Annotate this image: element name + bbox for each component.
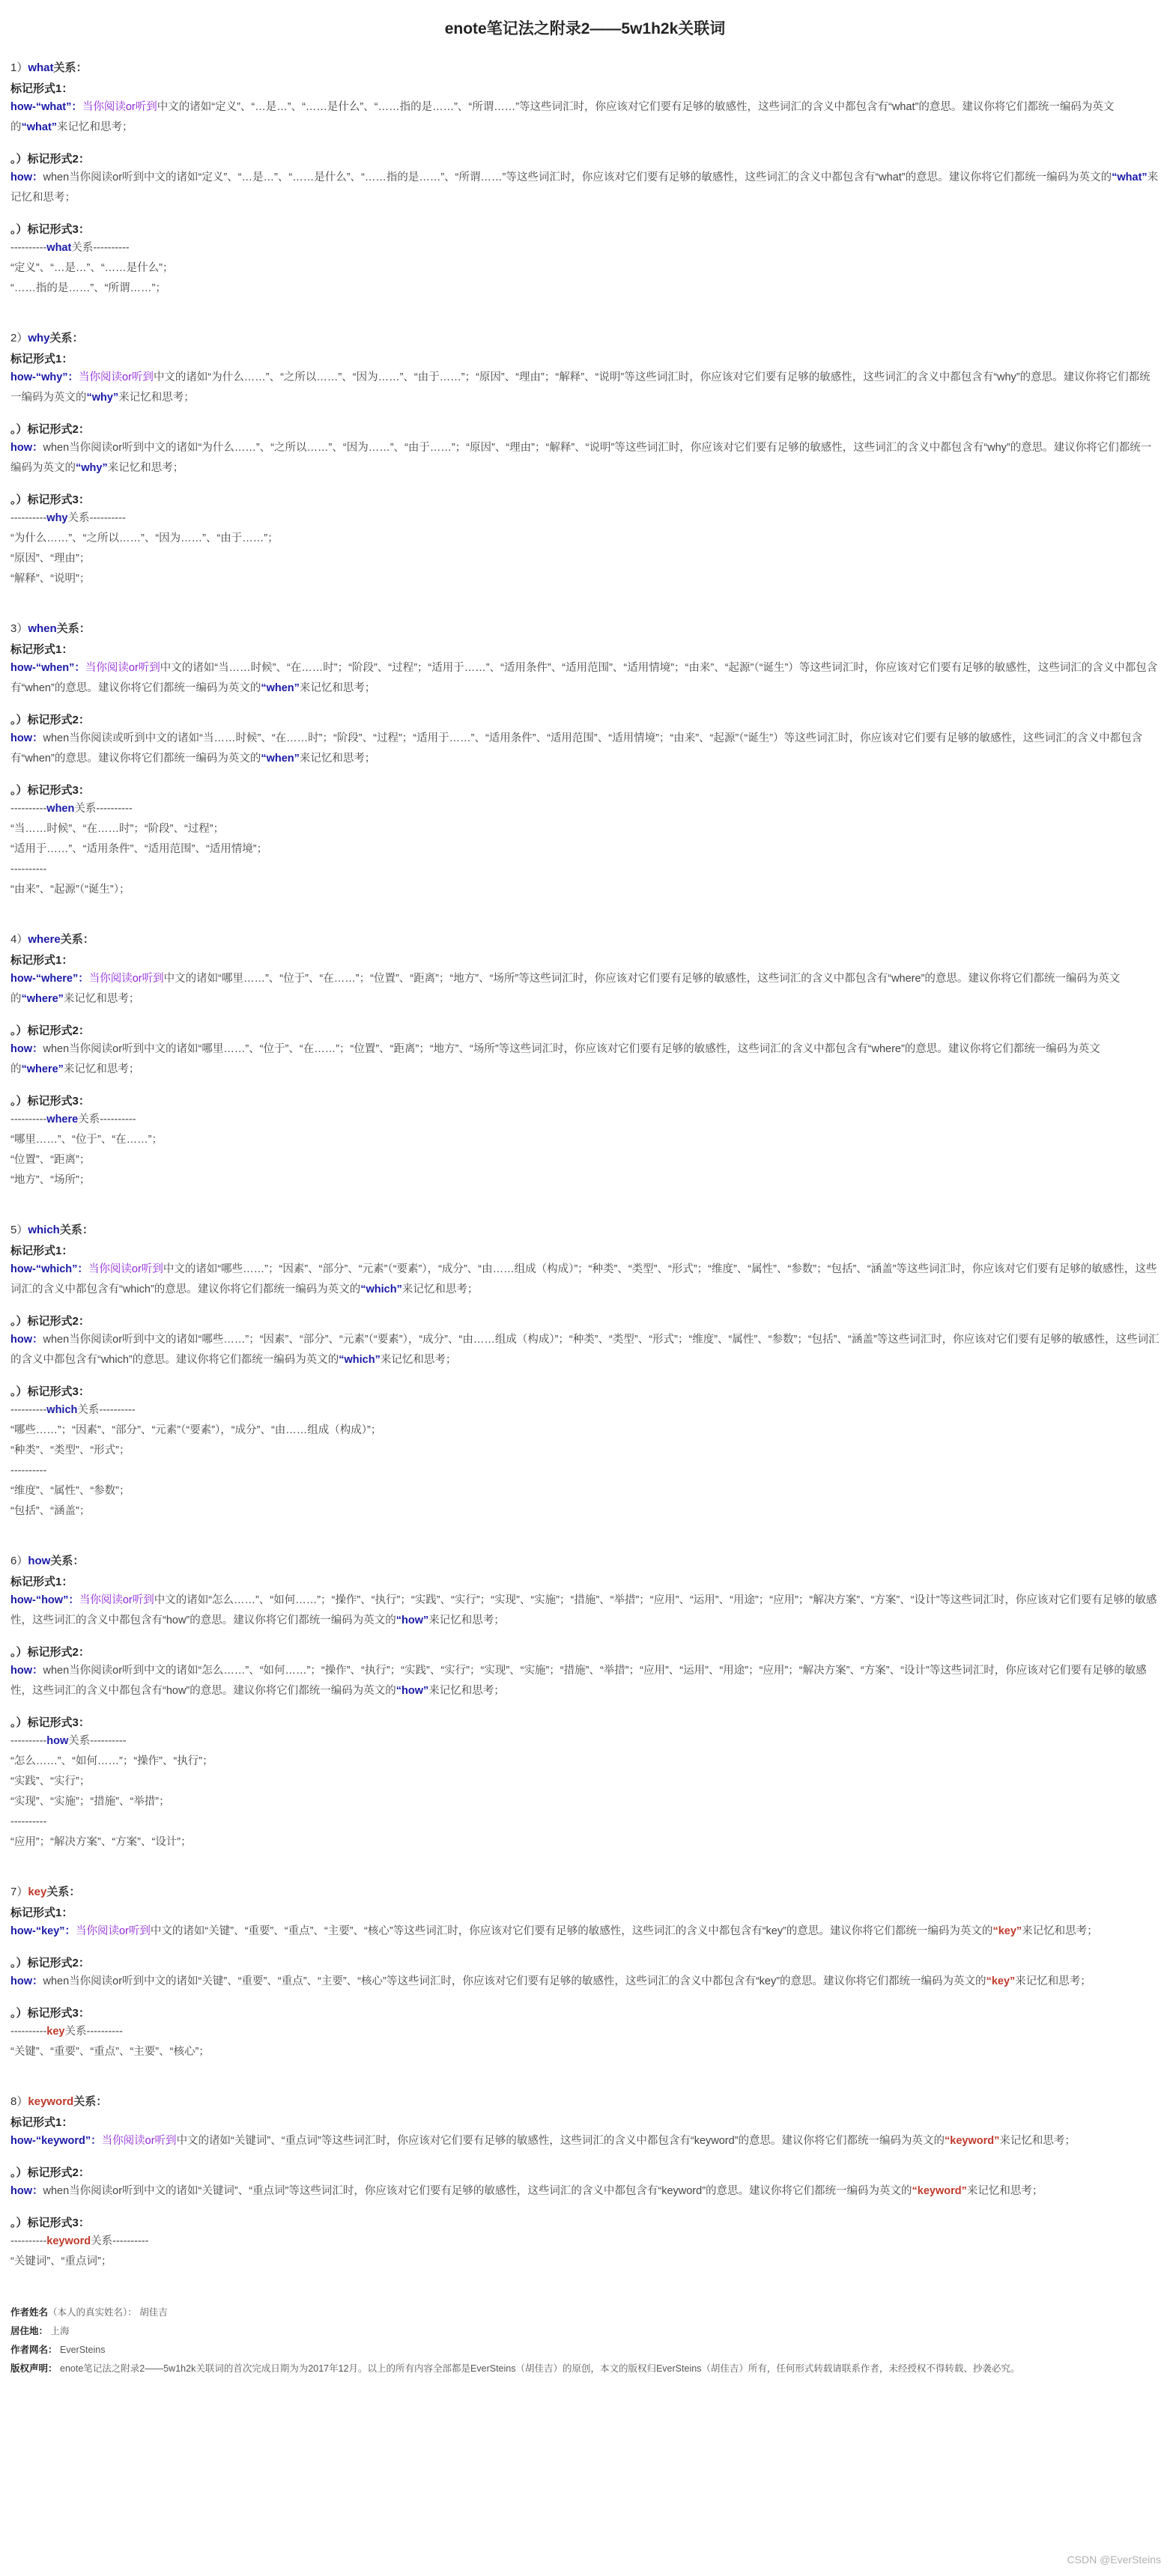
- author-screen-label: 作者网名：: [10, 2345, 58, 2355]
- form1-block: [10, 642, 1160, 699]
- form2-lead: how：: [10, 171, 43, 183]
- form2-block: [10, 2165, 1160, 2202]
- form3-line: “定义”、“…是…”、“……是什么”；: [10, 262, 174, 274]
- form2-block: [10, 151, 1160, 208]
- form3-label: 。）标记形式3：: [10, 493, 90, 506]
- author-name-row: [10, 2303, 1160, 2322]
- form3-separator: [10, 2022, 1160, 2042]
- section-where: [10, 932, 1160, 1191]
- form1-text: 中文的诸如“哪些……”；“因素”、“部分”、“元素”（“要素”），“成分”、“由……组成（构成）”；“种类”、“类型”、“形式”；“维度”、“属性”、“参数”；“包括”、“涵盖”等这些词汇时，你应该对它们要有足够的敏感性，这些词汇的含义中都包含有“which”的意思。建议你将它们都统一编码为英文的: [10, 1263, 1157, 1295]
- sections-container: [10, 60, 1160, 2272]
- form2-paragraph: [10, 1972, 1160, 1992]
- form3-block: [10, 1093, 1160, 1191]
- section-heading-tail: 关系：: [49, 332, 84, 344]
- form1-end: 来记忆和思考；: [118, 392, 195, 404]
- form2-text: when当你阅读or听到中文的诸如“关键”、“重要”、“重点”、“主要”、“核心”等这些词汇时，你应该对它们要有足够的敏感性，这些词汇的含义中都包含有“key”的意思。建议你将它们都统一编码为英文的: [43, 1975, 986, 1987]
- section-keyword: what: [28, 61, 54, 74]
- separator-prefix: ----------: [10, 803, 47, 815]
- form2-end: 来记忆和思考；: [63, 1063, 140, 1075]
- form1-lead: how-“where”：: [10, 973, 89, 985]
- form2-end: 来记忆和思考；: [299, 753, 376, 765]
- form1-lead: how-“how”：: [10, 1594, 79, 1606]
- form1-end: 来记忆和思考；: [299, 682, 376, 694]
- form3-line: ----------: [10, 1465, 47, 1477]
- separator-keyword: keyword: [46, 2235, 91, 2247]
- form2-lead: how：: [10, 442, 43, 454]
- form3-label: 。）标记形式3：: [10, 2217, 90, 2229]
- form1-highlight: 当你阅读or听到: [88, 1263, 163, 1275]
- form3-line: “实践”、“实行”；: [10, 1775, 91, 1787]
- form2-end: 来记忆和思考；: [107, 462, 184, 474]
- form1-text: 中文的诸如“关键词”、“重点词”等这些词汇时，你应该对它们要有足够的敏感性，这些词汇的含义中都包含有“keyword”的意思。建议你将它们都统一编码为英文的: [176, 2135, 945, 2147]
- form2-lead: how：: [10, 1334, 43, 1346]
- section-heading-tail: 关系：: [60, 933, 94, 946]
- separator-suffix: 关系----------: [91, 2235, 149, 2247]
- form2-paragraph: [10, 168, 1160, 208]
- separator-suffix: 关系----------: [64, 2026, 123, 2038]
- section-heading: [10, 1222, 1160, 1239]
- form1-keyword: “keyword”: [945, 2135, 1000, 2147]
- form3-line: “为什么……”、“之所以……”、“因为……”、“由于……”；: [10, 532, 279, 544]
- form1-highlight: 当你阅读or听到: [82, 101, 157, 113]
- form1-block: [10, 953, 1160, 1009]
- form1-paragraph: [10, 969, 1160, 1009]
- form3-line: “……指的是……”、“所谓……”；: [10, 282, 166, 294]
- separator-prefix: ----------: [10, 2026, 47, 2038]
- form2-text: when当你阅读or听到中文的诸如“关键词”、“重点词”等这些词汇时，你应该对它们要有足够的敏感性，这些词汇的含义中都包含有“keyword”的意思。建议你将它们都统一编码为英文的: [43, 2185, 912, 2197]
- author-statement-value: enote笔记法之附录2——5w1h2k关联词的首次完成日期为为2017年12月。以上的所有内容全部都是EverSteins（胡佳吉）的原创，本文的版权归EverSteins（胡佳吉）所有，任何形式转载请联系作者，未经授权不得转载、抄袭必究。: [60, 2363, 1020, 2374]
- form3-separator: [10, 238, 1160, 258]
- separator-keyword: key: [46, 2026, 65, 2038]
- section-keyword: why: [28, 332, 50, 344]
- separator-prefix: ----------: [10, 512, 47, 524]
- form2-block: [10, 1955, 1160, 1992]
- form2-keyword: “keyword”: [912, 2185, 967, 2197]
- section-heading: [10, 330, 1160, 347]
- form2-label: 。）标记形式2：: [10, 1646, 90, 1659]
- form1-paragraph: [10, 2131, 1160, 2151]
- form1-block: [10, 2115, 1160, 2151]
- form2-end: 来记忆和思考；: [966, 2185, 1043, 2197]
- form2-keyword: “key”: [986, 1975, 1016, 1987]
- form1-keyword: “when”: [261, 682, 300, 694]
- form2-label: 。）标记形式2：: [10, 2166, 90, 2179]
- section-heading: [10, 1884, 1160, 1901]
- form1-paragraph: [10, 97, 1160, 138]
- section-why: [10, 330, 1160, 589]
- form3-line: “应用”；“解决方案”、“方案”、“设计”；: [10, 1836, 192, 1848]
- form1-keyword: “how”: [395, 1614, 429, 1626]
- form1-block: [10, 1574, 1160, 1631]
- section-heading-tail: 关系：: [56, 622, 91, 635]
- form2-paragraph: [10, 729, 1160, 769]
- section-how: [10, 1553, 1160, 1853]
- form1-highlight: 当你阅读or听到: [76, 1925, 151, 1937]
- form2-paragraph: [10, 438, 1160, 479]
- section-heading-tail: 关系：: [46, 1886, 81, 1898]
- form1-text: 中文的诸如“为什么……”、“之所以……”、“因为……”、“由于……”；“原因”、“理由”；“解释”、“说明”等这些词汇时，你应该对它们要有足够的敏感性，这些词汇的含义中都包含有“why”的意思。建议你将它们都统一编码为英文的: [10, 371, 1151, 404]
- form2-lead: how：: [10, 1975, 43, 1987]
- author-name-note: （本人的真实姓名）：: [48, 2307, 137, 2318]
- form2-block: [10, 1644, 1160, 1701]
- form2-text: when当你阅读or听到中文的诸如“定义”、“…是…”、“……是什么”、“……指的是……”、“所谓……”等这些词汇时，你应该对它们要有足够的敏感性，这些词汇的含义中都包含有“what”的意思。建议你将它们都统一编码为英文的: [43, 171, 1112, 183]
- section-number: 6）: [10, 1555, 28, 1567]
- form3-line: “维度”、“属性”、“参数”；: [10, 1485, 130, 1497]
- form1-label: 标记形式1：: [10, 353, 73, 365]
- section-number: 3）: [10, 622, 28, 635]
- form1-keyword: “what”: [21, 121, 58, 133]
- form3-line: “种类”、“类型”、“形式”；: [10, 1445, 130, 1456]
- author-name-value: 胡佳吉: [139, 2307, 168, 2318]
- separator-suffix: 关系----------: [77, 1404, 136, 1416]
- form1-label: 标记形式1：: [10, 1907, 73, 1919]
- author-city-label: 居住地：: [10, 2326, 49, 2336]
- form2-lead: how：: [10, 1665, 43, 1677]
- form1-highlight: 当你阅读or听到: [85, 662, 160, 674]
- form3-line: ----------: [10, 863, 47, 875]
- section-number: 7）: [10, 1886, 28, 1898]
- form3-separator: [10, 508, 1160, 529]
- section-heading: [10, 60, 1160, 76]
- form2-paragraph: [10, 2181, 1160, 2202]
- form2-block: [10, 1023, 1160, 1080]
- form2-keyword: “when”: [261, 753, 300, 765]
- author-info: [10, 2303, 1160, 2378]
- form1-keyword: “key”: [992, 1925, 1022, 1937]
- separator-suffix: 关系----------: [71, 242, 130, 254]
- section-which: [10, 1222, 1160, 1522]
- form3-block: [10, 1715, 1160, 1853]
- form3-line: “适用于……”、“适用条件”、“适用范围”、“适用情境”；: [10, 843, 268, 855]
- form2-keyword: “which”: [339, 1354, 381, 1366]
- separator-keyword: where: [46, 1114, 79, 1126]
- form2-end: 来记忆和思考；: [1015, 1975, 1091, 1987]
- form1-end: 来记忆和思考；: [401, 1284, 479, 1295]
- form1-end: 来记忆和思考；: [999, 2135, 1076, 2147]
- section-heading: [10, 1553, 1160, 1570]
- author-statement-row: [10, 2360, 1160, 2378]
- page-title: enote笔记法之附录2——5w1h2k关联词: [444, 20, 726, 37]
- form1-lead: how-“what”：: [10, 101, 82, 113]
- form3-separator: [10, 2232, 1160, 2252]
- form1-lead: how-“which”：: [10, 1263, 88, 1275]
- section-heading-tail: 关系：: [50, 1555, 85, 1567]
- section-heading-tail: 关系：: [59, 1224, 94, 1236]
- form3-line: “当……时候”、“在……时”；“阶段”、“过程”；: [10, 823, 225, 835]
- separator-prefix: ----------: [10, 2235, 47, 2247]
- section-heading: [10, 932, 1160, 948]
- separator-keyword: when: [46, 803, 75, 815]
- form1-lead: how-“when”：: [10, 662, 85, 674]
- author-screen-row: [10, 2341, 1160, 2360]
- author-city-row: [10, 2322, 1160, 2341]
- form1-lead: how-“key”：: [10, 1925, 76, 1937]
- separator-suffix: 关系----------: [68, 1735, 127, 1747]
- form3-label: 。）标记形式3：: [10, 223, 90, 236]
- form1-block: [10, 351, 1160, 408]
- form1-paragraph: [10, 1591, 1160, 1631]
- form3-block: [10, 1384, 1160, 1522]
- form2-end: 来记忆和思考；: [428, 1685, 505, 1697]
- form3-label: 。）标记形式3：: [10, 1716, 90, 1729]
- separator-keyword: why: [46, 512, 68, 524]
- form3-separator: [10, 1731, 1160, 1752]
- form2-text: when当你阅读or听到中文的诸如“哪里……”、“位于”、“在……”；“位置”、“距离”；“地方”、“场所”等这些词汇时，你应该对它们要有足够的敏感性，这些词汇的含义中都包含有“where”的意思。建议你将它们都统一编码为英文的: [10, 1043, 1100, 1075]
- form1-block: [10, 81, 1160, 138]
- section-number: 4）: [10, 933, 28, 946]
- form1-paragraph: [10, 368, 1160, 408]
- form1-lead: how-“keyword”：: [10, 2135, 102, 2147]
- form2-label: 。）标记形式2：: [10, 714, 90, 726]
- form2-block: [10, 712, 1160, 769]
- form2-text: when当你阅读or听到中文的诸如“哪些……”；“因素”、“部分”、“元素”（“要素”），“成分”、“由……组成（构成）”；“种类”、“类型”、“形式”；“维度”、“属性”、“参数”；“包括”、“涵盖”等这些词汇时，你应该对它们要有足够的敏感性，这些词汇的含义中都包含有“which”的意思。建议你将它们都统一编码为英文的: [10, 1334, 1160, 1366]
- form3-block: [10, 2215, 1160, 2272]
- form1-keyword: “where”: [21, 993, 64, 1005]
- form1-block: [10, 1905, 1160, 1942]
- separator-prefix: ----------: [10, 1404, 47, 1416]
- section-keyword: keyword: [28, 2095, 74, 2108]
- form3-line: “地方”、“场所”；: [10, 1174, 91, 1186]
- form1-highlight: 当你阅读or听到: [79, 1594, 154, 1606]
- separator-keyword: which: [46, 1404, 78, 1416]
- form3-line: “哪里……”、“位于”、“在……”；: [10, 1134, 163, 1146]
- form3-line: “怎么……”、“如何……”；“操作”、“执行”；: [10, 1755, 213, 1767]
- form2-block: [10, 1313, 1160, 1370]
- form1-highlight: 当你阅读or听到: [79, 371, 154, 383]
- separator-prefix: ----------: [10, 242, 47, 254]
- form3-line: “位置”、“距离”；: [10, 1154, 91, 1166]
- section-keyword: when: [28, 622, 57, 635]
- author-screen-value: EverSteins: [60, 2345, 106, 2355]
- watermark: CSDN @EverSteins: [1067, 2554, 1161, 2566]
- form3-separator: [10, 1400, 1160, 1421]
- form1-end: 来记忆和思考；: [428, 1614, 505, 1626]
- form1-lead: how-“why”：: [10, 371, 79, 383]
- form1-keyword: “which”: [360, 1284, 402, 1295]
- form3-line: “原因”、“理由”；: [10, 553, 91, 565]
- form2-label: 。）标记形式2：: [10, 1024, 90, 1037]
- section-keyword: key: [28, 1886, 47, 1898]
- section-what: [10, 60, 1160, 299]
- form1-paragraph: [10, 1260, 1160, 1300]
- section-heading: [10, 2094, 1160, 2110]
- author-city-value: 上海: [50, 2326, 70, 2336]
- form2-paragraph: [10, 1661, 1160, 1701]
- separator-suffix: 关系----------: [74, 803, 133, 815]
- section-keyword: how: [28, 1555, 51, 1567]
- form2-paragraph: [10, 1330, 1160, 1370]
- separator-prefix: ----------: [10, 1114, 47, 1126]
- form2-label: 。）标记形式2：: [10, 423, 90, 436]
- form2-keyword: “how”: [395, 1685, 429, 1697]
- form2-lead: how：: [10, 2185, 43, 2197]
- section-number: 1）: [10, 61, 28, 74]
- form1-highlight: 当你阅读or听到: [101, 2135, 177, 2147]
- separator-suffix: 关系----------: [67, 512, 126, 524]
- document: [10, 18, 1160, 2378]
- form3-block: [10, 492, 1160, 589]
- form3-label: 。）标记形式3：: [10, 1385, 90, 1398]
- separator-prefix: ----------: [10, 1735, 47, 1747]
- section-number: 5）: [10, 1224, 28, 1236]
- form3-separator: [10, 1110, 1160, 1130]
- section-keyword: which: [28, 1224, 60, 1236]
- form1-label: 标记形式1：: [10, 954, 73, 967]
- form1-keyword: “why”: [86, 392, 119, 404]
- form2-lead: how：: [10, 1043, 43, 1055]
- form2-text: when当你阅读or听到中文的诸如“为什么……”、“之所以……”、“因为……”、“由于……”；“原因”、“理由”；“解释”、“说明”等这些词汇时，你应该对它们要有足够的敏感性，这些词汇的含义中都包含有“why”的意思。建议你将它们都统一编码为英文的: [10, 442, 1152, 474]
- form1-block: [10, 1243, 1160, 1300]
- author-name-label: 作者姓名: [10, 2307, 49, 2318]
- form1-text: 中文的诸如“关键”、“重要”、“重点”、“主要”、“核心”等这些词汇时，你应该对它们要有足够的敏感性，这些词汇的含义中都包含有“key”的意思。建议你将它们都统一编码为英文的: [150, 1925, 993, 1937]
- form2-block: [10, 422, 1160, 479]
- form3-line: ----------: [10, 1816, 47, 1828]
- form1-text: 中文的诸如“当……时候”、“在……时”；“阶段”、“过程”；“适用于……”、“适用条件”、“适用范围”、“适用情境”；“由来”、“起源”（“诞生”）等这些词汇时，你应该对它们要有足够的敏感性，这些词汇的含义中都包含有“when”的意思。建议你将它们都统一编码为英文的: [10, 662, 1158, 694]
- form1-label: 标记形式1：: [10, 2116, 73, 2129]
- section-heading-tail: 关系：: [73, 2095, 108, 2108]
- form1-end: 来记忆和思考；: [63, 993, 140, 1005]
- form3-line: “关键”、“重要”、“重点”、“主要”、“核心”；: [10, 2046, 210, 2058]
- form1-text: 中文的诸如“怎么……”、“如何……”；“操作”、“执行”；“实践”、“实行”；“实现”、“实施”；“措施”、“举措”；“应用”、“运用”、“用途”；“应用”；“解决方案”、“方案”、“设计”等这些词汇时，你应该对它们要有足够的敏感性，这些词汇的含义中都包含有“how”的意思。建议你将它们都统一编码为英文的: [10, 1594, 1157, 1626]
- form3-label: 。）标记形式3：: [10, 2007, 90, 2020]
- section-heading-tail: 关系：: [53, 61, 88, 74]
- separator-keyword: how: [46, 1735, 69, 1747]
- form3-separator: [10, 799, 1160, 819]
- separator-suffix: 关系----------: [78, 1114, 136, 1126]
- form2-keyword: “what”: [1112, 171, 1148, 183]
- form2-keyword: “where”: [21, 1063, 64, 1075]
- form2-label: 。）标记形式2：: [10, 1957, 90, 1969]
- form1-paragraph: [10, 1922, 1160, 1942]
- form2-text: when当你阅读或听到中文的诸如“当……时候”、“在……时”；“阶段”、“过程”；“适用于……”、“适用条件”、“适用范围”、“适用情境”；“由来”、“起源”（“诞生”）等这些词汇时，你应该对它们要有足够的敏感性，这些词汇的含义中都包含有“when”的意思。建议你将它们都统一编码为英文的: [10, 732, 1143, 765]
- form3-line: “实现”、“实施”；“措施”、“举措”；: [10, 1796, 170, 1808]
- form1-text: 中文的诸如“定义”、“…是…”、“……是什么”、“……指的是……”、“所谓……”等这些词汇时，你应该对它们要有足够的敏感性，这些词汇的含义中都包含有“what”的意思。建议你将它们都统一编码为英文的: [10, 101, 1115, 133]
- form2-paragraph: [10, 1039, 1160, 1080]
- form3-label: 。）标记形式3：: [10, 1095, 90, 1108]
- section-when: [10, 621, 1160, 900]
- form3-block: [10, 783, 1160, 900]
- separator-keyword: what: [46, 242, 72, 254]
- section-number: 8）: [10, 2095, 28, 2108]
- form1-paragraph: [10, 658, 1160, 699]
- author-statement-label: 版权声明：: [10, 2363, 58, 2374]
- form2-label: 。）标记形式2：: [10, 1315, 90, 1328]
- form3-block: [10, 2005, 1160, 2062]
- section-key: [10, 1884, 1160, 2062]
- form1-label: 标记形式1：: [10, 643, 73, 656]
- form3-block: [10, 222, 1160, 299]
- form3-label: 。）标记形式3：: [10, 784, 90, 797]
- form1-end: 来记忆和思考；: [57, 121, 133, 133]
- form2-label: 。）标记形式2：: [10, 153, 90, 165]
- form2-keyword: “why”: [76, 462, 108, 474]
- form2-end: 来记忆和思考；: [380, 1354, 457, 1366]
- form3-line: “由来”、“起源”（“诞生”）；: [10, 884, 130, 896]
- section-heading: [10, 621, 1160, 637]
- section-keyword: where: [28, 933, 61, 946]
- section-number: 2）: [10, 332, 28, 344]
- form1-end: 来记忆和思考；: [1022, 1925, 1098, 1937]
- form1-highlight: 当你阅读or听到: [88, 973, 164, 985]
- form1-label: 标记形式1：: [10, 1576, 73, 1588]
- form2-end: 来记忆和思考；: [10, 171, 1159, 204]
- form2-text: when当你阅读or听到中文的诸如“怎么……”、“如何……”；“操作”、“执行”；“实践”、“实行”；“实现”、“实施”；“措施”、“举措”；“应用”、“运用”、“用途”；“应用”；“解决方案”、“方案”、“设计”等这些词汇时，你应该对它们要有足够的敏感性，这些词汇的含义中都包含有“how”的意思。建议你将它们都统一编码为英文的: [10, 1665, 1147, 1697]
- form2-lead: how：: [10, 732, 43, 744]
- form1-text: 中文的诸如“哪里……”、“位于”、“在……”；“位置”、“距离”；“地方”、“场所”等这些词汇时，你应该对它们要有足够的敏感性，这些词汇的含义中都包含有“where”的意思。建议你将它们都统一编码为英文的: [10, 973, 1121, 1005]
- form3-line: “哪些……”；“因素”、“部分”、“元素”（“要素”），“成分”、“由……组成（构成）”；: [10, 1424, 382, 1436]
- section-keyword: [10, 2094, 1160, 2272]
- form3-line: “包括”、“涵盖”；: [10, 1505, 91, 1517]
- form3-line: “关键词”、“重点词”；: [10, 2255, 112, 2267]
- form1-label: 标记形式1：: [10, 82, 73, 95]
- form3-line: “解释”、“说明”；: [10, 573, 91, 585]
- form1-label: 标记形式1：: [10, 1245, 73, 1257]
